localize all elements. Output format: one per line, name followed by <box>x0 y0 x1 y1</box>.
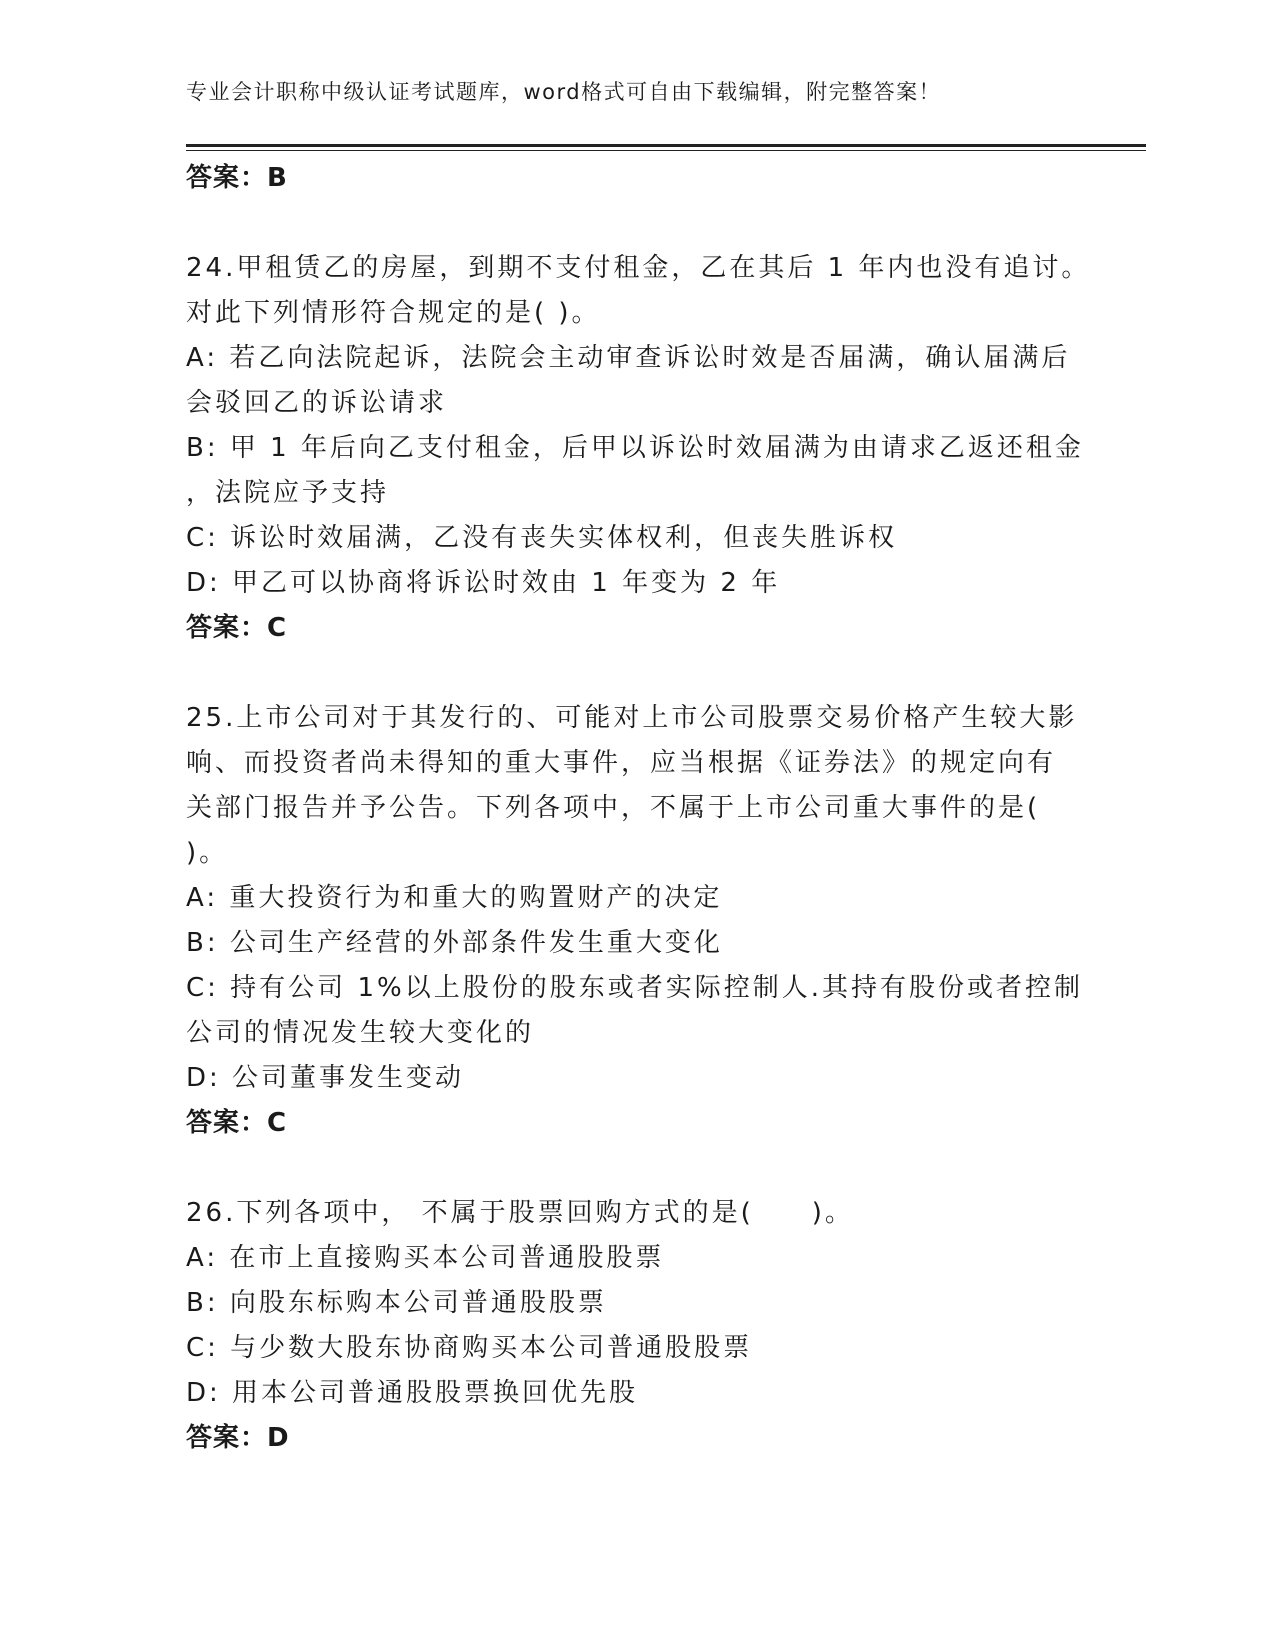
header-divider-thin <box>186 150 1146 151</box>
answer-line: 答案：D <box>186 1423 290 1453</box>
spacer <box>186 201 1086 246</box>
text-line: D: 甲乙可以协商将诉讼时效由 1 年变为 2 年 <box>186 568 781 598</box>
page-header: 专业会计职称中级认证考试题库，word格式可自由下载编辑，附完整答案！ <box>186 80 942 104</box>
text-line: 对此下列情形符合规定的是( )。 <box>186 298 601 328</box>
text-line: 响、而投资者尚未得知的重大事件，应当根据《证券法》的规定向有 <box>186 748 1057 778</box>
text-line: B: 向股东标购本公司普通股股票 <box>186 1288 607 1318</box>
question-content <box>186 156 1091 1461</box>
spacer <box>186 651 1086 696</box>
text-line: B: 甲 1 年后向乙支付租金，后甲以诉讼时效届满为由请求乙返还租金 <box>186 433 1084 463</box>
text-line: 关部门报告并予公告。下列各项中，不属于上市公司重大事件的是( <box>186 793 1041 823</box>
text-line: C: 与少数大股东协商购买本公司普通股股票 <box>186 1333 753 1363</box>
text-line: 24.甲租赁乙的房屋，到期不支付租金，乙在其后 1 年内也没有追讨。 <box>186 253 1091 283</box>
header-divider <box>186 144 1146 147</box>
text-line: 26.下列各项中， 不属于股票回购方式的是( )。 <box>186 1198 854 1228</box>
text-line: A: 若乙向法院起诉，法院会主动审查诉讼时效是否届满，确认届满后 <box>186 343 1071 373</box>
text-line: 25.上市公司对于其发行的、可能对上市公司股票交易价格产生较大影 <box>186 703 1078 733</box>
text-line: C: 持有公司 1%以上股份的股东或者实际控制人.其持有股份或者控制 <box>186 973 1083 1003</box>
answer-line: 答案：C <box>186 613 288 643</box>
text-line: D: 公司董事发生变动 <box>186 1063 465 1093</box>
spacer <box>186 1146 1086 1191</box>
text-line: C: 诉讼时效届满，乙没有丧失实体权利，但丧失胜诉权 <box>186 523 898 553</box>
text-line: 公司的情况发生较大变化的 <box>186 1018 535 1048</box>
text-line: A: 重大投资行为和重大的购置财产的决定 <box>186 883 723 913</box>
text-line: A: 在市上直接购买本公司普通股股票 <box>186 1243 665 1273</box>
text-line: ，法院应予支持 <box>186 478 390 508</box>
text-line: )。 <box>186 838 229 868</box>
answer-line: 答案：C <box>186 1108 288 1138</box>
answer-line: 答案：B <box>186 163 288 193</box>
text-line: B: 公司生产经营的外部条件发生重大变化 <box>186 928 723 958</box>
text-line: D: 用本公司普通股股票换回优先股 <box>186 1378 639 1408</box>
text-line: 会驳回乙的诉讼请求 <box>186 388 448 418</box>
